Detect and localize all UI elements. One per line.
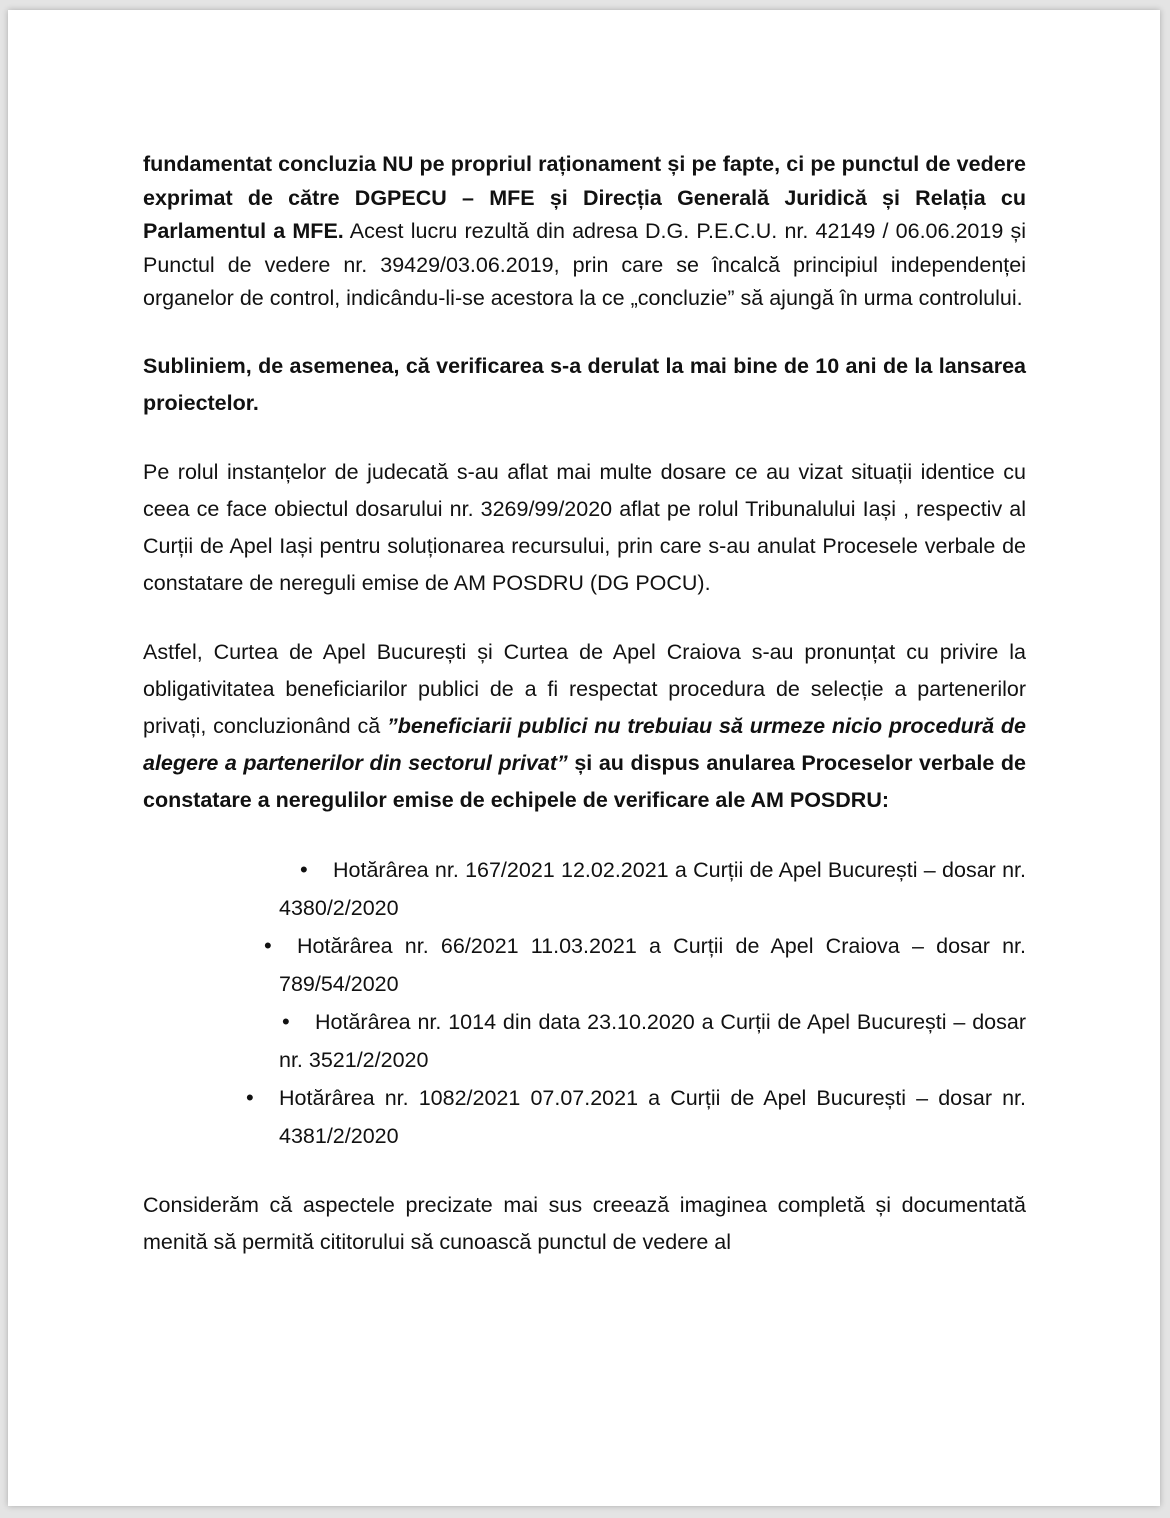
paragraph-verification-timing [143, 348, 1026, 422]
paragraph-quote: ”beneficiarii publici nu trebuiau să urmeze nicio procedură de alegere a partenerilor din sectorul privat” [143, 713, 1026, 775]
paragraph-bold-text: Subliniem, de asemenea, că verificarea s-a derulat la mai bine de 10 ani de la lansarea proiectelor. [143, 353, 1026, 415]
paragraph-text: Pe rolul instanțelor de judecată s-au aflat mai multe dosare ce au vizat situații identice cu ceea ce face obiectul dosarului nr. 3269/99/2020 aflat pe rolul Tribunalului Iași , respectiv al Curții de Apel Iași pentru soluționarea recursului, prin care s-au anulat Procesele verbale de constatare de nereguli emise de AM POSDRU (DG POCU). [143, 459, 1026, 595]
ruling-text: Hotărârea nr. 1014 din data 23.10.2020 a Curții de Apel București – dosar nr. 3521/2/2020 [279, 1009, 1026, 1072]
paragraph-conclusion-basis [143, 148, 1026, 316]
paragraph-court-cases [143, 454, 1026, 602]
paragraph-text: Considerăm că aspectele precizate mai sus creează imaginea completă și documentată menită să permită cititorului să cunoască punctul de vedere al [143, 1192, 1026, 1254]
list-item [143, 1079, 1026, 1155]
paragraph-closing [143, 1187, 1026, 1261]
paragraph-text: Acest lucru rezultă din adresa D.G. P.E.C.U. nr. 42149 / 06.06.2019 și Punctul de vedere nr. 39429/03.06.2019, prin care se încalcă principiul independenței organelor de control, indicându-li-se acestora la ce „concluzie” să ajungă în urma controlului. [143, 219, 1026, 310]
rulings-list [143, 851, 1026, 1155]
bullet-icon: • [282, 1008, 290, 1034]
list-item [143, 851, 1026, 927]
paragraph-text: Astfel, Curtea de Apel București și Curtea de Apel Craiova s-au pronunțat cu privire la obligativitatea beneficiarilor publici de a fi respectat procedura de selecție a partenerilor privați, concluzionând că [143, 639, 1026, 738]
ruling-text: Hotărârea nr. 1082/2021 07.07.2021 a Curții de Apel București – dosar nr. 4381/2/2020 [279, 1085, 1026, 1148]
paragraph-court-rulings [143, 634, 1026, 819]
document-body [143, 148, 1026, 1293]
document-page [8, 10, 1160, 1506]
list-item [143, 1003, 1026, 1079]
ruling-text: Hotărârea nr. 167/2021 12.02.2021 a Curții de Apel București – dosar nr. 4380/2/2020 [279, 857, 1026, 920]
paragraph-bold-text: fundamentat concluzia NU pe propriul raționament și pe fapte, ci pe punctul de vedere exprimat de către DGPECU – MFE și Direcția Generală Juridică și Relația cu Parlamentul a MFE. [143, 152, 1026, 243]
bullet-icon: • [300, 856, 308, 882]
ruling-text: Hotărârea nr. 66/2021 11.03.2021 a Curții de Apel Craiova – dosar nr. 789/54/2020 [279, 933, 1026, 996]
paragraph-bold-text: și au dispus anularea Proceselor verbale de constatare a neregulilor emise de echipele de verificare ale AM POSDRU: [143, 750, 1026, 812]
list-item [143, 927, 1026, 1003]
bullet-icon: • [264, 932, 272, 958]
bullet-icon: • [246, 1084, 254, 1110]
